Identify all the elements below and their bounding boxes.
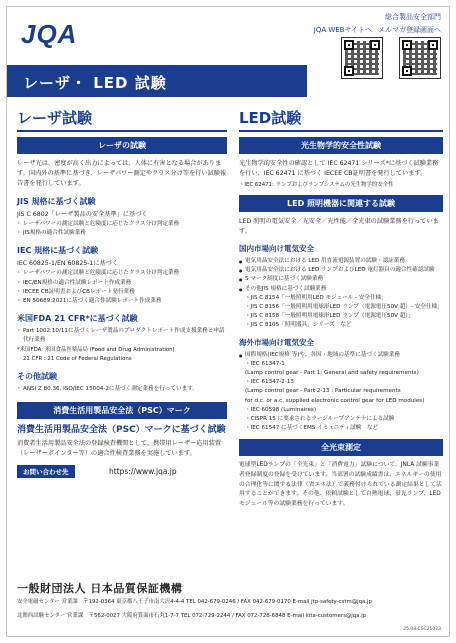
list-item: ● 電気用品安全法における LED 用直流電源装置の試験・認証業務 bbox=[239, 257, 443, 266]
laser-band: レーザの試験 bbox=[17, 137, 227, 154]
overseas-list bbox=[239, 351, 443, 434]
list-item: ● 国際規格(IEC規格 等)や、各国・地域の基準に基づく試験業務 bbox=[239, 351, 443, 360]
list-item: ・ Part 1002.10/11に基づくレーザ製品のプロダクトレポート作成支援業務と申請代行業務 bbox=[17, 327, 227, 345]
list-item: ・ IECEE CB証明書およびCBレポート発行業務 bbox=[17, 288, 227, 297]
qr-links bbox=[308, 25, 441, 35]
title-bar bbox=[7, 65, 307, 97]
list-item: ・ ANSI Z 80.36, ISO/IEC 15004-2に基づく測定業務を行っています。 bbox=[17, 385, 227, 394]
organization-name: 一般財団法人 日本品質保証機構 bbox=[17, 582, 183, 595]
photobio-band: 光生物学的安全性試験 bbox=[239, 137, 443, 154]
list-item: ・JIS C 8158「一般照明用電球形LED ランプ（電源電圧50V 超）」 bbox=[245, 313, 414, 320]
list-item: (Lamp control gear - Part 2-13 : Particular requirements bbox=[245, 388, 401, 395]
psc-band: 消費生活用製品安全法（PSC）マーク bbox=[17, 402, 227, 419]
psc-title: 消費生活用製品安全法（PSC）マークに基づく試験 bbox=[17, 424, 226, 435]
led-column bbox=[239, 107, 443, 509]
overseas-title: 海外市場向け電気安全 bbox=[239, 337, 314, 347]
photobio-text: 光生物学的安全性の確認として IEC 62471 シリーズ*に基づく試験業務を行い、IEC 62471 に基づく IECEE CB証明書を発行しています。 bbox=[239, 160, 439, 177]
contact-label: お問い合わせ先 bbox=[17, 465, 75, 478]
other-list bbox=[17, 385, 227, 394]
qr-code-mail-icon[interactable] bbox=[399, 37, 441, 79]
list-item: ・IEC 61547 に基づくEMS イミュニティ試験 など bbox=[245, 425, 379, 432]
address-tokyo: 安全電磁センター 営業課 〒192-0364 東京都八王子市南大沢4-4-4 TEL 042-679-0246 / FAX 042-679-0170 E-mail jtp-safety-cstm@jqa.jp bbox=[17, 599, 372, 605]
led-lighting-text: LED 照明の電気安全／光安全／光性能／全光束の試験業務を行っています。 bbox=[239, 218, 439, 235]
list-item: ・ JIS規格の適合性試験業務 bbox=[17, 229, 227, 238]
jis-list bbox=[17, 220, 227, 238]
contact-url-link[interactable]: https://www.jqa.jp bbox=[109, 466, 177, 476]
laser-column bbox=[17, 107, 227, 479]
other-title: その他試験 bbox=[17, 371, 57, 381]
qr-code-web-icon[interactable] bbox=[341, 37, 383, 79]
iec-lead: IEC 60825-1/EN 60825-1に基づく bbox=[17, 260, 119, 268]
mail-link-label[interactable]: メルマガ登録画面へ bbox=[378, 26, 441, 34]
list-item: (Lamp control gear - Part 1: General and safety requirements) bbox=[245, 370, 419, 377]
iec-title: IEC 規格に基づく試験 bbox=[17, 246, 99, 256]
list-item: ・ IEC/EN規格の適合性試験レポート作成業務 bbox=[17, 279, 227, 288]
list-item: ● S マーク制度に基づく試験業務 bbox=[239, 275, 443, 284]
flyer-page bbox=[6, 6, 450, 637]
fda-list bbox=[17, 327, 227, 345]
department-label: 総合製品安全部門 bbox=[385, 13, 441, 21]
fda-title: 米国FDA 21 CFR*に基づく試験 bbox=[17, 314, 138, 324]
list-item: ・IEC 60598 (Luminaires) bbox=[245, 406, 317, 413]
jis-lead: JIS C 6802「レーザ製品の安全基準」に基づく bbox=[17, 211, 148, 218]
list-item: ・ EN 50689:2021に基づく適合性試験レポート作成業務 bbox=[17, 297, 227, 306]
list-item: ・IEC 61347-2-13 bbox=[245, 379, 294, 386]
psc-text: 消費者生活用製品安全法の登録検査機関として、携帯用レーザー応用装置（レーザーポインター等）の適合性検査業務を実施しています。 bbox=[17, 439, 222, 457]
list-item: ● 電気用品安全法における LED ランプおよびLED 電灯器具の適合性確認試験 bbox=[239, 266, 443, 275]
jis-title: JIS 規格に基づく試験 bbox=[17, 197, 96, 206]
list-item: ・JIS C 8154「一般照明用LED モジュール - 安全仕様」 bbox=[245, 294, 387, 301]
list-item: ・JIS C 8156「一般照明用電球形LED ランプ（電源電圧50V 超）- 安全仕様」 bbox=[245, 304, 443, 311]
list-item: ・ レーザパワーの測定試験と危険度に応じたクラス分け判定業務 bbox=[17, 269, 227, 278]
list-item: ● その他JIS 規格に基づく試験業務 bbox=[239, 285, 443, 294]
web-link-label[interactable]: JQA WEBサイトへ bbox=[313, 26, 372, 34]
luminous-flux-text: 電球型LEDランプの「全光束」と「消費電力」試験について、JNLA 試験事業者登録制度の登録を受けています。当部署の試験成績書は、エネルギーの使用の合理化等に関する法律（省エネ法）で義務付けられている測定結果として活用することができます。その他、依頼試験として白熱電球、蛍光ランプ、LEDモジュール等の試験業務を行っています。 bbox=[239, 462, 442, 507]
led-heading: LED試験 bbox=[239, 107, 443, 132]
domestic-title: 国内市場向け電気安全 bbox=[239, 244, 314, 253]
page-title: レーザ・ LED 試験 bbox=[23, 74, 167, 92]
list-item: ・IEC 61347-1 bbox=[245, 360, 285, 367]
domestic-list bbox=[239, 257, 443, 331]
luminous-flux-band: 全光束測定 bbox=[239, 439, 443, 456]
photobio-note: ・IEC 62471: ランプおよびランプシステムの光生物学的安全性 bbox=[239, 182, 394, 188]
fda-note-2: 21 CFR : 21 Code of Federal Regulations bbox=[23, 355, 132, 362]
laser-heading: レーザ試験 bbox=[17, 107, 227, 132]
list-item: ・JIS C 8105「照明器具」シリーズ など bbox=[245, 322, 352, 329]
document-code: 25.08 CSC25023 bbox=[403, 627, 441, 632]
jqa-logo: JQA bbox=[21, 19, 78, 49]
list-item: ・CISPR 15 に要求されるラージループアンテナによる試験 bbox=[245, 416, 395, 423]
address-kansai: 北関西試験センター 営業課 〒562-0027 大阪府箕面市石丸1-7-7 TEL 072-729-2244 / FAX 072-728-6848 E-mail kita-customers@jqa.jp bbox=[17, 613, 367, 619]
iec-list bbox=[17, 269, 227, 306]
list-item: ・ レーザパワーの測定試験と危険度に応じたクラス分け判定業務 bbox=[17, 220, 227, 229]
fda-note-1: *米国FDA: 米国食品医薬品局 (Food and Drug Administration) bbox=[17, 346, 175, 353]
laser-intro: レーザ光は、密度が高く出力によっては、人体に有害となる場合があります。国内外の基準に基づき、レーザパワー測定やクラス分け等を行い試験報告書を発行しています。 bbox=[17, 160, 227, 187]
list-item: for d.c. or a.c. supplied electronic control gear for LED modules) bbox=[245, 397, 425, 404]
header bbox=[7, 7, 449, 105]
led-lighting-band: LED 照明機器に関連する試験 bbox=[239, 195, 443, 212]
contact-row bbox=[17, 465, 227, 479]
